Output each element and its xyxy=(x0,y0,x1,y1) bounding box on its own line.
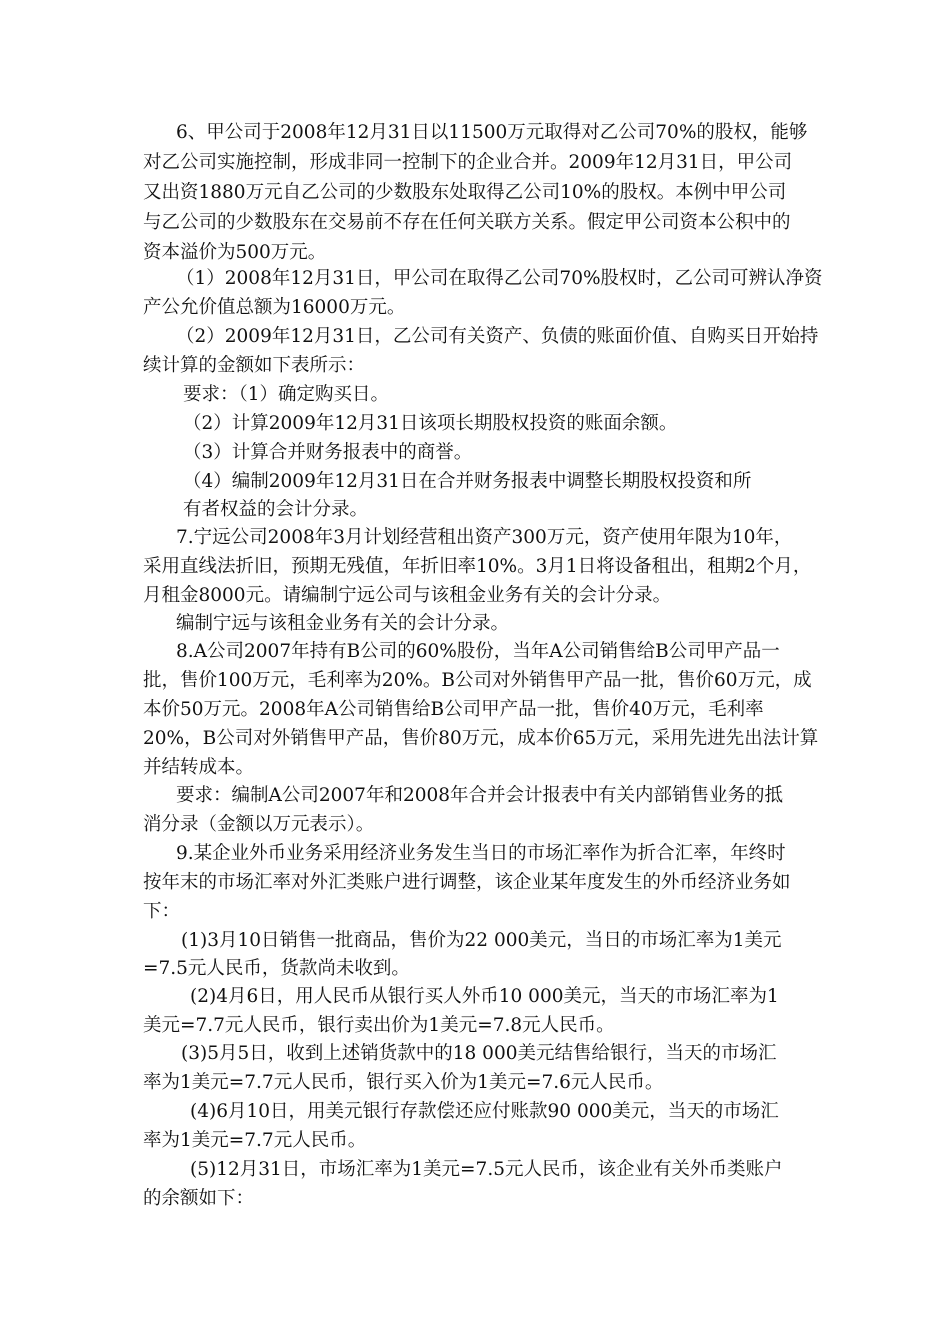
text-line: 采用直线法折旧，预期无残值，年折旧率10%。3月1日将设备租出，租期2个月， xyxy=(143,556,812,577)
text-line: 本价50万元。2008年A公司销售给B公司甲产品一批，售价40万元，毛利率 xyxy=(143,699,764,720)
text-line: （4）编制2009年12月31日在合并财务报表中调整长期股权投资和所 xyxy=(183,471,752,492)
text-line: 的余额如下： xyxy=(143,1188,255,1209)
text-line: 资本溢价为500万元。 xyxy=(143,242,327,263)
text-line: 9.某企业外币业务采用经济业务发生当日的市场汇率作为折合汇率，年终时 xyxy=(176,843,786,864)
text-line: 按年末的市场汇率对外汇类账户进行调整，该企业某年度发生的外币经济业务如 xyxy=(143,872,791,893)
text-line: 6、甲公司于2008年12月31日以11500万元取得对乙公司70%的股权，能够 xyxy=(176,122,808,143)
text-line: （2）2009年12月31日，乙公司有关资产、负债的账面价值、自购买日开始持 xyxy=(176,326,819,347)
text-line: 续计算的金额如下表所示： xyxy=(143,355,366,376)
text-line: 产公允价值总额为16000万元。 xyxy=(143,297,406,318)
text-line: (4)6月10日，用美元银行存款偿还应付账款90 000美元，当天的市场汇 xyxy=(190,1101,779,1122)
text-line: 有者权益的会计分录。 xyxy=(183,499,369,520)
text-line: 7.宁远公司2008年3月计划经营租出资产300万元，资产使用年限为10年， xyxy=(176,527,793,548)
text-line: 又出资1880万元自乙公司的少数股东处取得乙公司10%的股权。本例中甲公司 xyxy=(143,182,787,203)
text-line: 消分录（金额以万元表示）。 xyxy=(143,814,375,835)
text-line: （1）2008年12月31日，甲公司在取得乙公司70%股权时，乙公司可辨认净资 xyxy=(176,268,823,289)
text-line: 对乙公司实施控制，形成非同一控制下的企业合并。2009年12月31日，甲公司 xyxy=(143,152,793,173)
text-line: 批，售价100万元，毛利率为20%。B公司对外销售甲产品一批，售价60万元，成 xyxy=(143,670,812,691)
text-line: 率为1美元=7.7元人民币，银行买入价为1美元=7.6元人民币。 xyxy=(143,1072,664,1093)
text-line: (1)3月10日销售一批商品，售价为22 000美元，当日的市场汇率为1美元 xyxy=(181,930,782,951)
text-line: 率为1美元=7.7元人民币。 xyxy=(143,1130,367,1151)
text-line: (3)5月5日，收到上述销货款中的18 000美元结售给银行，当天的市场汇 xyxy=(181,1043,777,1064)
text-line: 月租金8000元。请编制宁远公司与该租金业务有关的会计分录。 xyxy=(143,585,672,606)
text-line: (5)12月31日，市场汇率为1美元=7.5元人民币，该企业有关外币类账户 xyxy=(190,1159,783,1180)
text-line: 20%，B公司对外销售甲产品，售价80万元，成本价65万元，采用先进先出法计算 xyxy=(143,728,819,749)
text-line: 要求：编制A公司2007年和2008年合并会计报表中有关内部销售业务的抵 xyxy=(176,785,784,806)
text-line: 并结转成本。 xyxy=(143,757,255,778)
text-line: （3）计算合并财务报表中的商誉。 xyxy=(183,442,473,463)
text-line: 与乙公司的少数股东在交易前不存在任何关联方关系。假定甲公司资本公积中的 xyxy=(143,212,791,233)
text-line: 编制宁远与该租金业务有关的会计分录。 xyxy=(176,613,510,634)
text-line: （2）计算2009年12月31日该项长期股权投资的账面余额。 xyxy=(183,413,678,434)
text-line: =7.5元人民币，货款尚未收到。 xyxy=(143,958,410,979)
text-line: (2)4月6日，用人民币从银行买人外币10 000美元，当天的市场汇率为1 xyxy=(190,986,779,1007)
text-line: 要求：（1）确定购买日。 xyxy=(183,384,390,405)
text-line: 美元=7.7元人民币，银行卖出价为1美元=7.8元人民币。 xyxy=(143,1015,615,1036)
text-line: 下： xyxy=(143,901,181,922)
text-line: 8.A公司2007年持有B公司的60%股份，当年A公司销售给B公司甲产品一 xyxy=(176,641,780,662)
